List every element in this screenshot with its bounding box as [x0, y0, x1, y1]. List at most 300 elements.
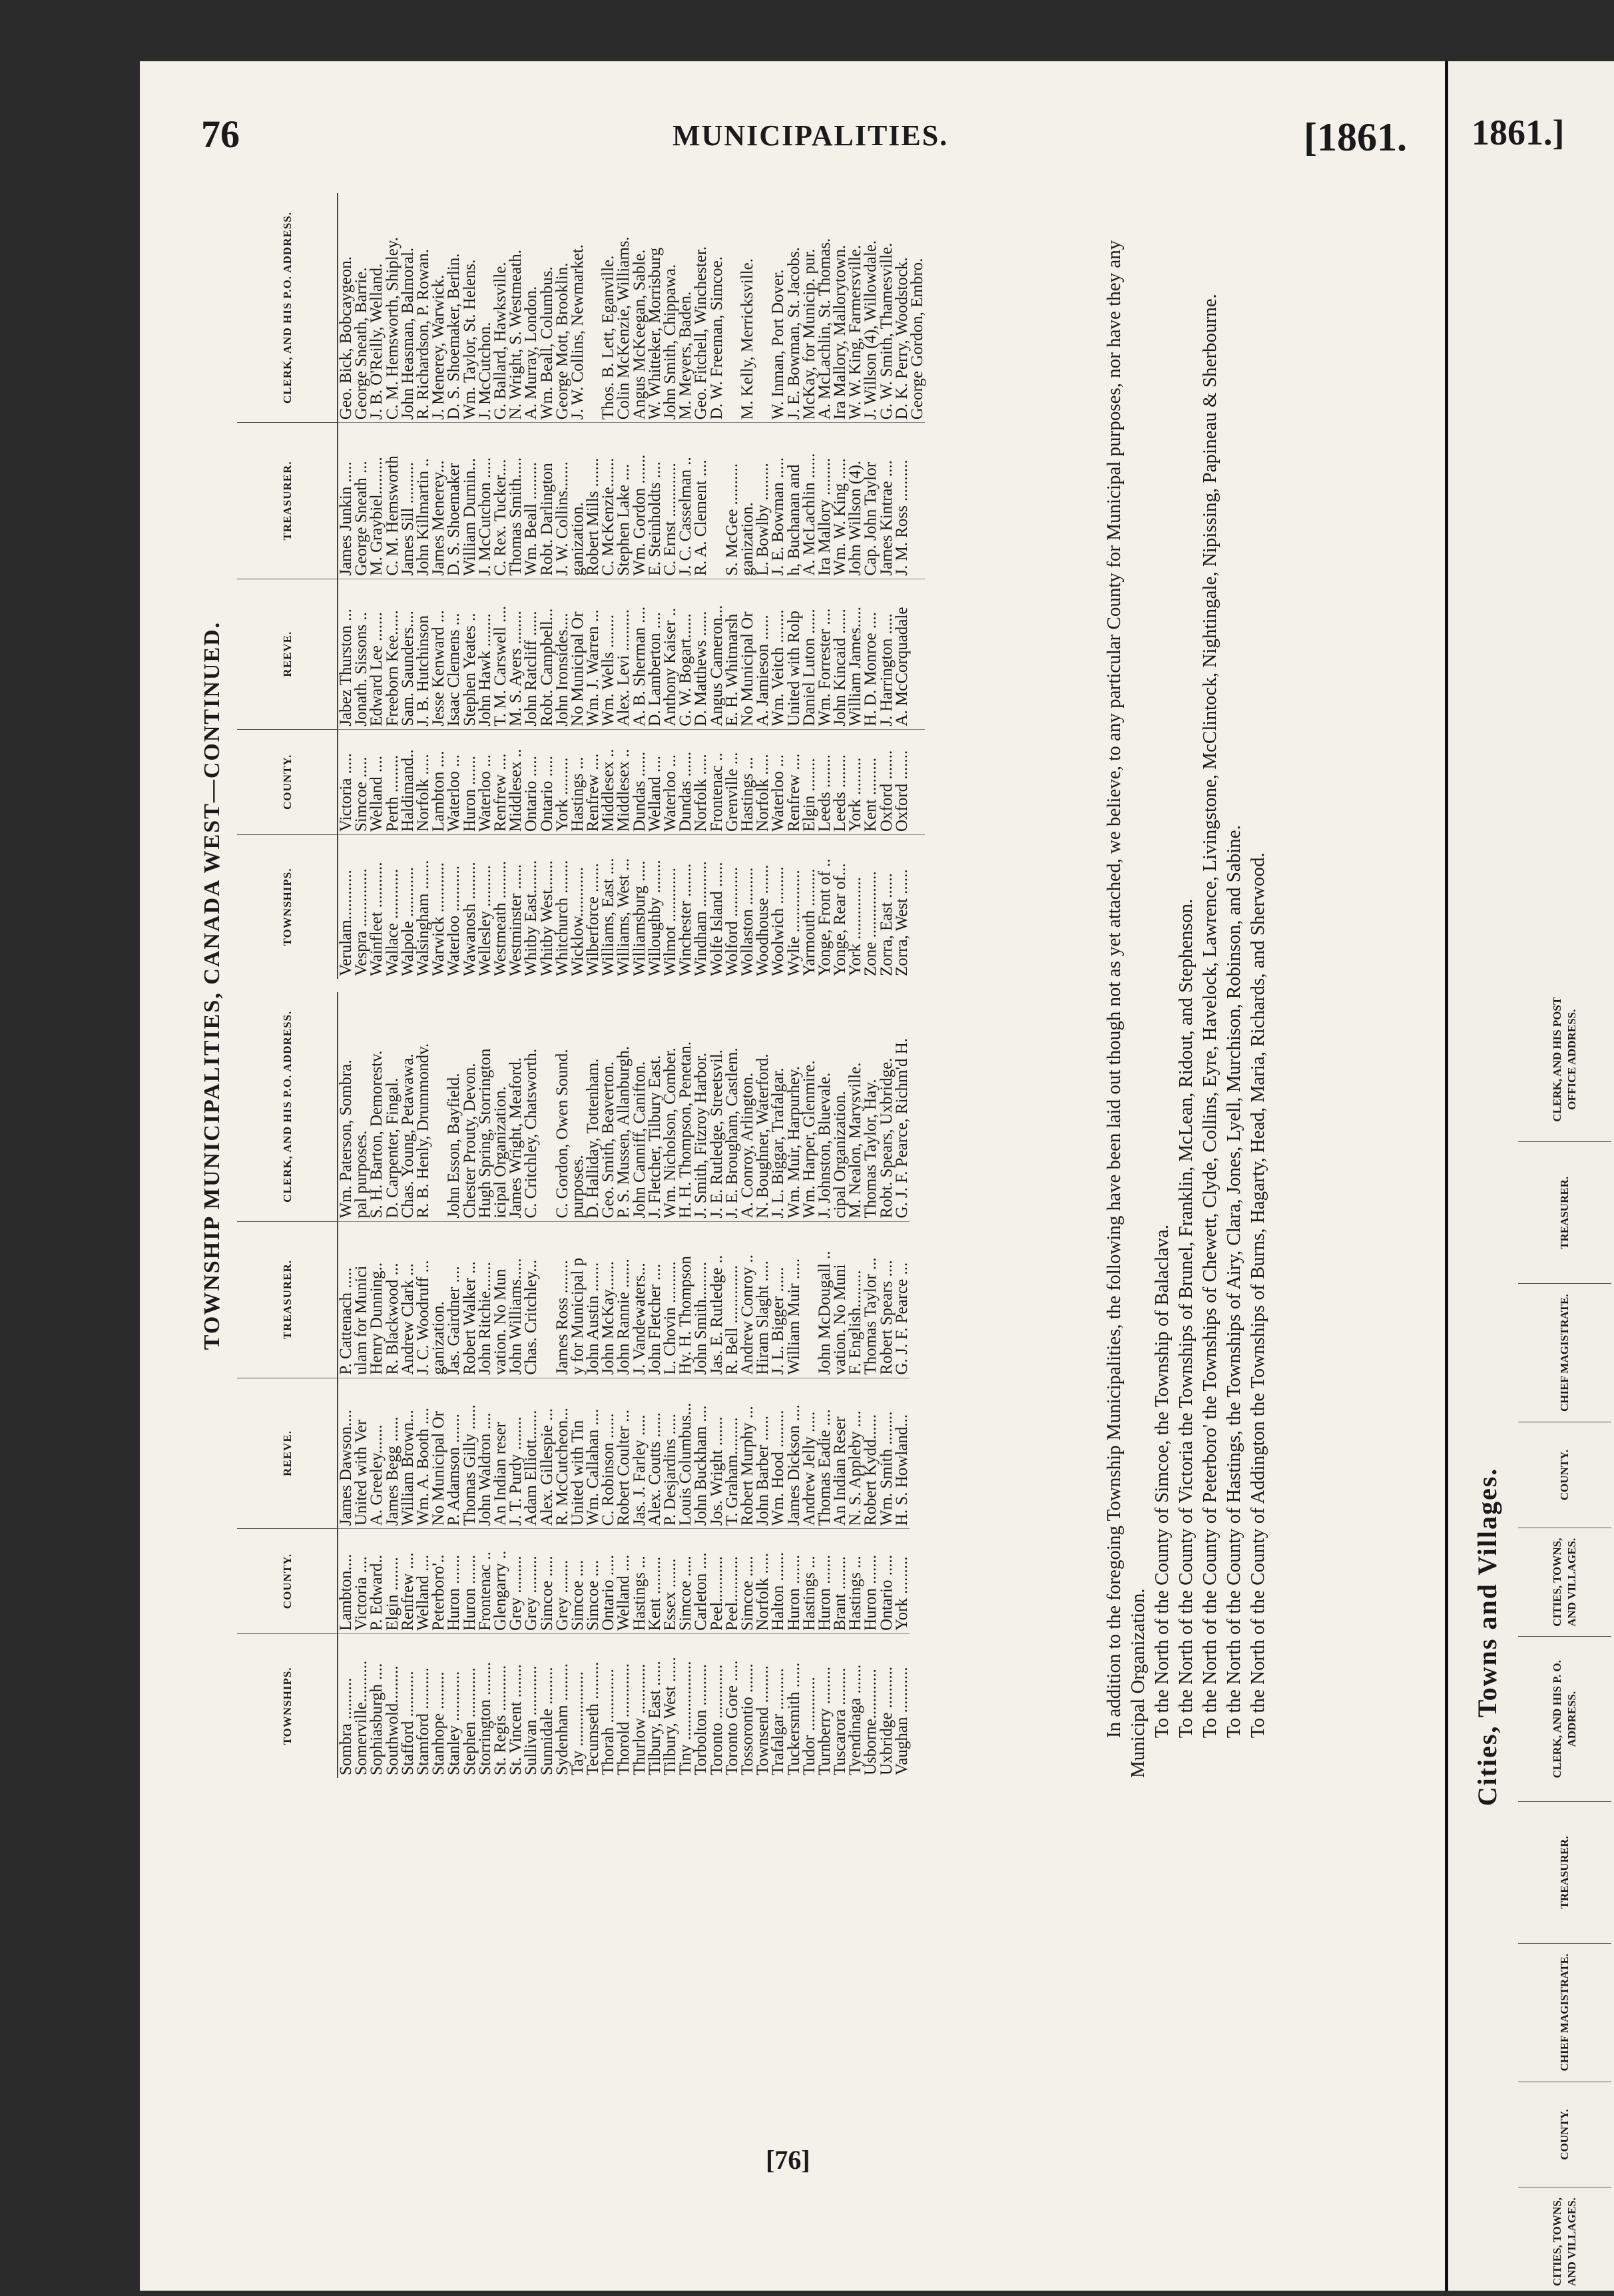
col-county: COUNTY. — [1518, 2082, 1611, 2188]
table-cell: Anthony Kaiser .. — [663, 579, 678, 729]
table-cell: John Ratcliff ...... — [523, 579, 539, 729]
table-cell: C. Rex. Tucker.... — [493, 423, 508, 579]
table-cell: Andrew Clark ... — [400, 1221, 415, 1378]
table-cell: H. S. Howland... — [894, 1378, 910, 1529]
table-cell: Jas. Gairdner .... — [446, 1221, 461, 1378]
table-row — [585, 992, 601, 1778]
table-cell: Thos. B. Lett, Eganville. — [601, 193, 616, 423]
table-cell: Toronto Gore ..... — [722, 1660, 741, 1775]
table-cell: D. Carpenter, Fingal. — [385, 992, 400, 1221]
col-townships: TOWNSHIPS. — [237, 1633, 338, 1778]
table-cell: N. S. Appleby .... — [848, 1378, 863, 1529]
table-cell: D. Matthews ...... — [693, 579, 708, 729]
table-cell: Wm. Veitch ........ — [770, 579, 786, 729]
table-row — [663, 992, 678, 1778]
right-page-rotated-header — [1472, 978, 1614, 2296]
notes — [1102, 200, 1270, 1778]
table-cell: James Begg ...... — [385, 1378, 400, 1529]
table-cell: Robert Walker ... — [462, 1221, 477, 1378]
table-cell: Jonath. Sissons .. — [354, 579, 369, 729]
table-cell: Whitby West....... — [537, 860, 556, 976]
table-cell: Ontario ..... — [879, 1529, 894, 1634]
table-cell: John Ironsides.... — [555, 579, 570, 729]
table-cell: Oxford ....... — [879, 729, 894, 834]
table-cell: J. L. Biggar, Trafalgar. — [770, 992, 786, 1221]
table-row — [786, 992, 801, 1778]
table-cell — [709, 423, 724, 579]
table-cell: Wainfleet ........... — [368, 862, 386, 976]
table-cell: Lambton.... — [338, 1529, 354, 1634]
table-cell: Wawanosh ......... — [460, 862, 479, 976]
table-cell: Huron ....... — [462, 729, 477, 834]
col-chief-magistrate: CHIEF MAGISTRATE. — [1518, 1284, 1611, 1422]
table-cell: Andrew Conroy .. — [740, 1221, 755, 1378]
table-row — [508, 992, 523, 1778]
table-cell: Geo. Smith, Beaverton. — [601, 992, 616, 1221]
table-cell: Walsingham ....... — [414, 860, 433, 976]
table-row — [770, 193, 786, 979]
table-cell: Simcoe .... — [585, 1529, 601, 1634]
table-cell: William Brown... — [400, 1378, 415, 1529]
table-cell: Thorah ............. — [599, 1669, 618, 1775]
table-cell: J. B. Hutchinson — [415, 579, 431, 729]
table-cell: Tay .................. — [568, 1671, 587, 1775]
table-row — [616, 193, 631, 979]
table-cell: D. K. Perry, Woodstock. — [894, 193, 910, 423]
table-cell: Ontario ..... — [523, 729, 539, 834]
table-cell: Angus McKeegan, Sable. — [632, 193, 647, 423]
table-cell: John Rannie ....... — [616, 1221, 631, 1378]
table-row — [802, 992, 817, 1778]
running-head: MUNICIPALITIES. — [672, 119, 949, 152]
table-cell: James Sill .......... — [400, 423, 415, 579]
table-cell — [910, 834, 925, 979]
table-row — [894, 992, 910, 1778]
table-cell: Simcoe ..... — [539, 1529, 554, 1634]
table-cell: Woolwich ......... — [769, 866, 788, 976]
table-row — [724, 992, 740, 1778]
table-cell: Peterboro'.. — [431, 1529, 446, 1634]
table-cell: George Sneath ... — [354, 423, 369, 579]
table-cell: A. McLachlin, St. Thomas. — [817, 193, 832, 423]
table-cell: Norfolk ..... — [693, 729, 708, 834]
table-cell: John Austin ....... — [585, 1221, 601, 1378]
table-row — [817, 992, 832, 1778]
table-cell: Jos. Wright ....... — [709, 1378, 724, 1529]
table-cell: Zorra, West ...... — [892, 869, 911, 976]
table-cell: Grey ......... — [508, 1529, 523, 1634]
table-cell: Wolfe Island ...... — [707, 862, 726, 976]
table-cell: Isaac Clemens ... — [446, 579, 461, 729]
table-row — [678, 193, 693, 979]
table-cell: Wm. Callahan .... — [585, 1378, 601, 1529]
table-cell: C. M. Hemsworth, Shipley. — [385, 193, 400, 423]
table-cell: Robt. Campbell... — [539, 579, 554, 729]
table-cell: William James..... — [848, 579, 863, 729]
table-cell: Simcoe .... — [570, 1529, 585, 1634]
table-row — [415, 193, 431, 979]
table-cell: Wm. Gordon ....... — [632, 423, 647, 579]
table-cell: John Waldron .... — [477, 1378, 493, 1529]
table-cell: Thomas Gilly ...... — [462, 1378, 477, 1529]
table-cell: Huron ....... — [786, 1529, 801, 1634]
table-cell: Wm. Beall, Columbus. — [539, 193, 554, 423]
table-cell: Haldimand.. — [400, 729, 415, 834]
col-clerk: CLERK, AND HIS POST OFFICE ADDRESS. — [1518, 978, 1611, 1142]
table-cell: Perth ......... — [385, 729, 400, 834]
table-cell: No Municipal Or — [570, 579, 585, 729]
table-cell: George Sneath, Barrie. — [354, 193, 369, 423]
table-cell: James Dawson.... — [338, 1378, 354, 1529]
table-cell: C. Gordon, Owen Sound. — [555, 992, 570, 1221]
table-cell: T. Graham......... — [724, 1378, 740, 1529]
table-cell: J. Fletcher, Tilbury East. — [647, 992, 663, 1221]
table-row — [647, 193, 663, 979]
table-row — [724, 193, 740, 979]
table-cell: Dundas ...... — [632, 729, 647, 834]
table-cell: Alex. Gillespie ... — [539, 1378, 554, 1529]
table-cell: Williams, West ... — [615, 858, 633, 976]
table-row — [879, 992, 894, 1778]
table-cell: Peel........... — [709, 1529, 724, 1634]
table-row — [848, 193, 863, 979]
table-cell: Ontario ..... — [601, 1529, 616, 1634]
table-cell: R. Richardson, P. Rowan. — [415, 193, 431, 423]
col-clerk: CLERK, AND HIS P.O. ADDRESS. — [237, 992, 338, 1221]
table-cell: R. Bell .............. — [724, 1221, 740, 1378]
table-cell — [910, 579, 925, 729]
table-row — [616, 992, 631, 1778]
table-cell: Huron ....... — [446, 1529, 461, 1634]
table-cell: P. S. Mussen, Allanburgh. — [616, 992, 631, 1221]
table-cell: James Wright, Meaford. — [508, 992, 523, 1221]
page-number: 76 — [201, 113, 240, 156]
table-cell: John Canniff, Canifton. — [632, 992, 647, 1221]
table-cell: Kent ......... — [647, 1529, 663, 1634]
table-cell: P. Adamson ....... — [446, 1378, 461, 1529]
table-cell: Vaughan ........... — [892, 1667, 911, 1775]
table-row — [632, 193, 647, 979]
table-cell: Ontario ..... — [539, 729, 554, 834]
table-row — [523, 992, 539, 1778]
table-row — [863, 193, 878, 979]
table-cell: John McKay....... — [601, 1221, 616, 1378]
table-cell: Thomas Eadie .... — [817, 1378, 832, 1529]
table-cell: M. Graybiel......... — [369, 423, 384, 579]
table-cell: Wolford ............ — [722, 867, 741, 976]
table-cell: Sullivan ............ — [522, 1665, 541, 1775]
table-cell: pal purposes. — [354, 992, 369, 1221]
table-cell: S. McGee .......... — [724, 423, 740, 579]
col-reeve: REEVE. — [237, 1378, 338, 1529]
table-cell: Robert Kydd...... — [863, 1378, 878, 1529]
table-row — [415, 992, 431, 1778]
table-cell: Torbolton .......... — [692, 1664, 710, 1775]
table-cell: G. J. F. Pearce ... — [894, 1221, 910, 1378]
table-cell: Stephen Yeates .. — [462, 579, 477, 729]
table-cell: William Durnin... — [462, 423, 477, 579]
table-cell: R. McCutcheon... — [555, 1378, 570, 1529]
table-cell: Stanley ............ — [445, 1671, 463, 1775]
table-cell: Grey ......... — [523, 1529, 539, 1634]
table-cell — [539, 992, 554, 1221]
table-cell: C. McKenzie....... — [601, 423, 616, 579]
table-row — [740, 193, 755, 979]
table-cell: Robert Spears .... — [879, 1221, 894, 1378]
table-cell: Yonge, Rear of... — [831, 863, 850, 976]
table-cell: J. McCutchon ..... — [477, 423, 493, 579]
col-treasurer: TREASURER. — [1518, 1142, 1611, 1284]
table-cell: Wm. Hood ......... — [770, 1378, 786, 1529]
table-cell: C. Ernst ............. — [663, 423, 678, 579]
table-row — [555, 193, 570, 979]
township-table-right — [237, 193, 925, 979]
note-line: To the North of the County of Simcoe, the Township of Balaclava. — [1151, 1224, 1173, 1738]
table-cell: A. Conroy, Arlington. — [740, 992, 755, 1221]
table-cell: Kent ......... — [863, 729, 878, 834]
table-cell: Toronto ............. — [707, 1664, 726, 1775]
table-cell: Thomas Taylor, Hay. — [863, 992, 878, 1221]
table-cell: Huron ....... — [462, 1529, 477, 1634]
table-cell: G. J. F. Pearce, Richm'd H. — [894, 992, 910, 1221]
table-cell: Tossorontio ....... — [738, 1663, 756, 1775]
table-cell: Westmeath ......... — [491, 861, 509, 976]
table-cell: J. E. Bowman ..... — [770, 423, 786, 579]
table-cell: Simcoe ..... — [354, 729, 369, 834]
table-cell: Geo. Fitchell, Winchester. — [693, 193, 708, 423]
note-line: To the North of the County of Addington the Townships of Burns, Hagarty, Head, Maria, Richards, and Sherwood. — [1247, 852, 1268, 1738]
col-reeve: REEVE. — [237, 579, 338, 729]
table-cell: J. Willson (4), Willowdale. — [863, 193, 878, 423]
table-cell: Hastings ... — [802, 1529, 817, 1634]
table-cell: Stamford .......... — [414, 1667, 433, 1775]
table-cell: Welland .... — [415, 1529, 431, 1634]
table-cell: Thurlow ............ — [630, 1663, 649, 1775]
table-cell: Grey ........ — [555, 1529, 570, 1634]
table-row — [894, 193, 910, 979]
table-cell: United with Rolp — [786, 579, 801, 729]
table-cell — [910, 423, 925, 579]
col-treasurer: TREASURER. — [237, 1221, 338, 1378]
table-row — [770, 992, 786, 1778]
table-row — [570, 193, 585, 979]
table-cell: Wm. Beall ......... — [523, 423, 539, 579]
table-cell: ganization. — [431, 1221, 446, 1378]
table-cell: Huron ....... — [863, 1529, 878, 1634]
table-cell: Freeborn Kee...... — [385, 579, 400, 729]
table-row — [369, 992, 384, 1778]
table-cell: J. McCutchon. — [477, 193, 493, 423]
table-cell: P. Desjardins ..... — [663, 1378, 678, 1529]
table-cell: J. E. Brougham, Castlem. — [724, 992, 740, 1221]
table-cell: icipal Organization. — [493, 992, 508, 1221]
table-row — [493, 992, 508, 1778]
table-cell: Yonge, Front of .. — [815, 858, 834, 976]
table-cell: Southwold......... — [383, 1665, 402, 1775]
table-cell: J. Harrington ..... — [879, 579, 894, 729]
table-cell: W. Whitteker, Morrisburg — [647, 193, 663, 423]
table-cell: Townsend ......... — [754, 1665, 772, 1775]
page-footer-marker: [76] — [766, 2145, 810, 2175]
table-cell: Williamsburg ..... — [630, 860, 649, 976]
table-cell: D. Lamberton .... — [647, 579, 663, 729]
table-cell: M. Nealon, Marysville. — [848, 992, 863, 1221]
table-cell: James Dickson .... — [786, 1378, 801, 1529]
table-cell: H. D. Monroe .... — [863, 579, 878, 729]
col-chief-magistrate: CHIEF MAGISTRATE. — [1518, 1944, 1611, 2082]
table-cell: Peel........... — [724, 1529, 740, 1634]
table-cell: h, Buchanan and — [786, 423, 801, 579]
table-cell: Robt. Darlington — [539, 423, 554, 579]
table-cell: R. Blackwood ... — [385, 1221, 400, 1378]
table-cell: J. L. Bigger ...... — [770, 1221, 786, 1378]
table-cell: Elgin ........ — [385, 1529, 400, 1634]
table-cell: Robert Murphy ... — [740, 1378, 755, 1529]
table-cell: G. W. Bogart...... — [678, 579, 693, 729]
table-cell: J. Johnston, Bluevale. — [817, 992, 832, 1221]
table-cell: Ira Mallory, Mallorytown. — [832, 193, 848, 423]
table-cell: M. Meyers, Baden. — [678, 193, 693, 423]
table-cell: A. B. Sherman .... — [632, 579, 647, 729]
table-row — [632, 992, 647, 1778]
table-cell: Hastings ... — [848, 1529, 863, 1634]
table-cell: Waterloo ... — [446, 729, 461, 834]
table-cell: Wm. Paterson, Sombra. — [338, 992, 354, 1221]
table-cell: Norfolk ..... — [755, 1529, 770, 1634]
table-cell: Stephen Lake .... — [616, 423, 631, 579]
table-row — [863, 992, 878, 1778]
table-cell: Wylie ............... — [784, 870, 803, 976]
table-cell: A. McLachlin ...... — [802, 423, 817, 579]
table-cell: Waterloo ... — [477, 729, 493, 834]
table-row — [709, 193, 724, 979]
table-cell: Wilmot ............. — [661, 868, 680, 976]
table-cell: Ira Mallory ......... — [817, 423, 832, 579]
table-cell: York ......... — [894, 1529, 910, 1634]
table-cell: P. Edward.. — [369, 1529, 384, 1634]
table-row — [338, 193, 354, 979]
table-cell: Waterloo ... — [770, 729, 786, 834]
table-row — [879, 193, 894, 979]
table-cell: J. M. Ross .......... — [894, 423, 910, 579]
table-cell: Wm. Forrester .... — [817, 579, 832, 729]
table-cell: C. Critchley, Chatsworth. — [523, 992, 539, 1221]
table-cell: Huron ....... — [817, 1529, 832, 1634]
table-cell: Renfrew .... — [493, 729, 508, 834]
table-cell: Leeds ........ — [832, 729, 848, 834]
table-cell: St. Vincent ........ — [507, 1664, 525, 1775]
table-cell: Tyendinaga ....... — [846, 1664, 865, 1775]
table-row — [400, 992, 415, 1778]
table-cell: Victoria ..... — [338, 729, 354, 834]
table-cell: J. E. Rutledge, Streetsvil. — [709, 992, 724, 1221]
table-cell: H. H. Thompson, Penetan. — [678, 992, 693, 1221]
right-page-column-headers — [1518, 978, 1611, 2296]
table-cell: John Kincaid ...... — [832, 579, 848, 729]
table-cell: N. Wright, S. Westmeath. — [508, 193, 523, 423]
table-cell: Hy. H. Thompson — [678, 1221, 693, 1378]
table-cell: D. W. Freeman, Simcoe. — [709, 193, 724, 423]
table-cell: Tecumseth ......... — [584, 1661, 603, 1775]
col-treasurer: TREASURER. — [237, 423, 338, 579]
table-cell: McKay, for Municip. pur. — [802, 193, 817, 423]
table-cell: Stafford ........... — [398, 1671, 417, 1775]
table-cell: Grenville ... — [724, 729, 740, 834]
table-row — [493, 193, 508, 979]
table-cell: Glengarry .. — [493, 1529, 508, 1634]
table-cell: James Ross ........ — [555, 1221, 570, 1378]
table-cell: y for Municipal p — [570, 1221, 585, 1378]
table-cell: A. Murray, London. — [523, 193, 539, 423]
table-cell: Trafalgar .......... — [769, 1668, 788, 1775]
table-cell: Tilbury, West ...... — [661, 1657, 680, 1775]
table-cell: John Ritchie....... — [477, 1221, 493, 1378]
table-row — [523, 193, 539, 979]
table-cell: Frontenac .. — [477, 1529, 493, 1634]
table-row — [601, 193, 616, 979]
table-cell: Storrington ........ — [475, 1661, 494, 1775]
table-cell: G. Ballard, Hawksville. — [493, 193, 508, 423]
table-row — [369, 193, 384, 979]
table-cell: Stephen ............ — [460, 1667, 479, 1775]
table-row — [832, 193, 848, 979]
table-cell: J. Menerey, Warwick. — [431, 193, 446, 423]
table-cell: Uxbridge .......... — [877, 1666, 896, 1775]
table-cell: Whitchurch ........ — [553, 860, 571, 976]
table-cell: ganization. — [570, 423, 585, 579]
table-row — [508, 193, 523, 979]
table-cell: Andrew Jelly ..... — [802, 1378, 817, 1529]
table-cell: ganization. — [740, 423, 755, 579]
table-cell: Frontenac .. — [709, 729, 724, 834]
table-cell: Wm. Wells ........ — [601, 579, 616, 729]
table-cell: Sophiasburgh .... — [368, 1663, 386, 1775]
table-cell: Halton ....... — [770, 1529, 786, 1634]
table-row — [400, 193, 415, 979]
table-cell: L. Bowlby ......... — [755, 423, 770, 579]
table-row — [462, 193, 477, 979]
table-cell: Woodhouse ....... — [754, 864, 772, 976]
table-cell: Alex. Coutts ...... — [647, 1378, 663, 1529]
table-cell: cipal Organization. — [832, 992, 848, 1221]
table-cell: Tiny ................... — [676, 1661, 695, 1775]
table-cell: Hastings ... — [570, 729, 585, 834]
table-cell: George Gordon, Embro. — [910, 193, 925, 423]
table-row — [338, 992, 354, 1778]
table-cell: R. B. Henly, Drummondv. — [415, 992, 431, 1221]
right-page-year: 1861.] — [1472, 113, 1565, 152]
table-cell: Carleton .... — [693, 1529, 708, 1634]
table-cell: Norfolk ..... — [415, 729, 431, 834]
table-cell: W. W. King, Farmersville. — [848, 193, 863, 423]
table-cell: Hiram Slaght ..... — [755, 1221, 770, 1378]
table-cell: Hugh Spring, Storrington — [477, 992, 493, 1221]
table-cell: Middlesex .. — [508, 729, 523, 834]
table-cell: T. M. Carswell .... — [493, 579, 508, 729]
table-cell: Elgin ........ — [802, 729, 817, 834]
table-cell — [431, 992, 446, 1221]
table-row — [431, 992, 446, 1778]
table-row — [848, 992, 863, 1778]
table-cell: Somerville.......... — [352, 1660, 371, 1775]
table-cell: C. M. Hemsworth — [385, 423, 400, 579]
table-row — [693, 992, 708, 1778]
table-cell: P. Cattenach ..... — [338, 1221, 354, 1378]
table-cell: Cap. John Taylor — [863, 423, 878, 579]
table-cell: John Esson, Bayfield. — [446, 992, 461, 1221]
table-cell: Renfrew .... — [400, 1529, 415, 1634]
table-cell: Simcoe ..... — [678, 1529, 693, 1634]
